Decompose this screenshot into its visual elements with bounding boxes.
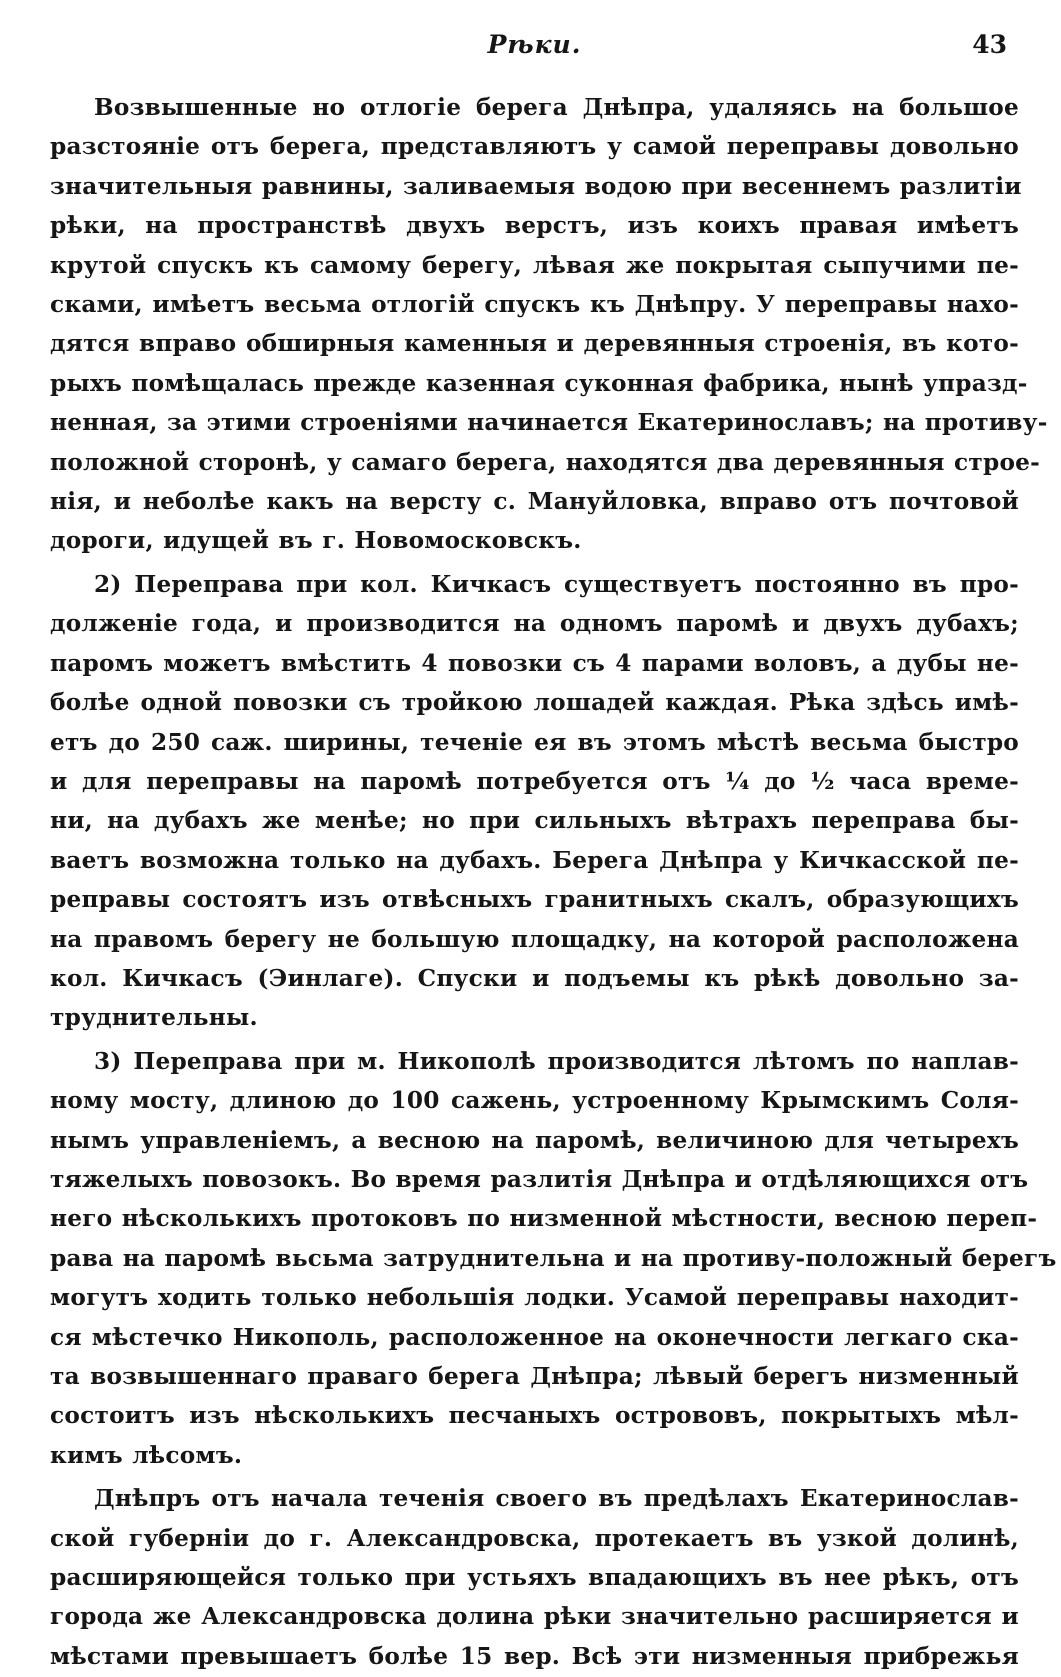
text-line: кимъ лѣсомъ. <box>50 1441 243 1469</box>
text-line: труднительны. <box>50 1004 258 1032</box>
text-line: тяжелыхъ повозокъ. Во время разлитія Днѣпра и отдѣляющихся отъ <box>50 1165 1029 1193</box>
text-line: дороги, идущей въ г. Новомосковскъ. <box>50 527 582 555</box>
text-line: рѣки, на пространствѣ двухъ верстъ, изъ коихъ правая имѣетъ <box>50 212 1019 240</box>
paragraph-1 <box>50 88 1048 561</box>
body-text <box>50 88 1057 1676</box>
text-line: разстояніе отъ берега, представляютъ у самой переправы довольно <box>50 133 1019 161</box>
text-line: 2) Переправа при кол. Кичкасъ существуетъ постоянно въ про- <box>94 570 1019 598</box>
text-line: ской губерніи до г. Александровска, протекаетъ въ узкой долинѣ, <box>50 1524 1019 1552</box>
text-line: ному мосту, длиною до 100 сажень, устроенному Крымскимъ Соля- <box>50 1087 1019 1115</box>
running-head: Рѣки. <box>487 30 582 59</box>
text-line: ни, на дубахъ же менѣе; но при сильныхъ вѣтрахъ переправа бы- <box>50 807 1019 835</box>
text-line: ваетъ возможна только на дубахъ. Берега Днѣпра у Кичкасской пе- <box>50 846 1019 874</box>
text-line: расширяющейся только при устьяхъ впадающихъ въ нее рѣкъ, отъ <box>50 1564 1019 1592</box>
text-line: значительныя равнины, заливаемыя водою при весеннемъ разлитіи <box>50 172 1022 200</box>
text-line: и для переправы на паромѣ потребуется отъ ¼ до ½ часа време- <box>50 767 1019 795</box>
text-line: болѣе одной повозки съ тройкою лошадей каждая. Рѣка здѣсь имѣ- <box>50 689 1019 717</box>
text-line: крутой спускъ къ самому берегу, лѣвая же покрытая сыпучими пе- <box>50 251 1019 279</box>
text-line: долженіе года, и производится на одномъ паромѣ и двухъ дубахъ; <box>50 610 1019 638</box>
text-line: Возвышенные но отлогіе берега Днѣпра, удаляясь на большое <box>94 94 1019 121</box>
text-line: положной сторонѣ, у самаго берега, находятся два деревянныя строе- <box>50 448 1041 476</box>
paragraph-2 <box>50 565 1019 1038</box>
text-line: рыхъ помѣщалась прежде казенная суконная фабрика, нынѣ упразд- <box>50 369 1028 397</box>
text-line: состоитъ изъ нѣсколькихъ песчаныхъ острововъ, покрытыхъ мѣл- <box>50 1402 1019 1430</box>
text-line: города же Александровска долина рѣки значительно расширяется и <box>50 1603 1019 1631</box>
text-line: нія, и неболѣе какъ на версту с. Мануйловка, вправо отъ почтовой <box>50 488 1019 516</box>
text-line: кол. Кичкасъ (Эинлаге). Спуски и подъемы къ рѣкѣ довольно за- <box>50 964 1019 992</box>
text-line: него нѣсколькихъ протоковъ по низменной мѣстности, весною переп- <box>50 1205 1038 1233</box>
paragraph-4 <box>50 1479 1019 1676</box>
text-line: сками, имѣетъ весьма отлогій спускъ къ Днѣпру. У переправы нахо- <box>50 291 1019 319</box>
text-line: могутъ ходить только небольшія лодки. Усамой переправы находит- <box>50 1284 1019 1312</box>
text-line: на правомъ берегу не большую площадку, на которой расположена <box>50 925 1019 953</box>
paragraph-3 <box>50 1042 1057 1475</box>
text-line: ненная, за этими строеніями начинается Екатеринославъ; на противу- <box>50 409 1048 437</box>
text-line: дятся вправо обширныя каменныя и деревянныя строенія, въ кото- <box>50 330 1019 358</box>
text-line: ся мѣстечко Никополь, расположенное на оконечности легкаго ска- <box>50 1323 1019 1351</box>
page-header <box>50 28 1019 88</box>
text-line: мѣстами превышаетъ болѣе 15 вер. Всѣ эти низменныя прибрежья <box>50 1642 1019 1670</box>
text-line: реправы состоятъ изъ отвѣсныхъ гранитныхъ скалъ, образующихъ <box>50 886 1019 914</box>
text-line: рава на паромѣ вьсьма затруднительна и на противу-положный берегъ <box>50 1244 1057 1272</box>
text-line: етъ до 250 саж. ширины, теченіе ея въ этомъ мѣстѣ весьма быстро <box>50 728 1019 756</box>
page-number: 43 <box>972 30 1007 59</box>
text-line: та возвышеннаго праваго берега Днѣпра; лѣвый берегъ низменный <box>50 1363 1019 1390</box>
text-line: паромъ можетъ вмѣстить 4 повозки съ 4 парами воловъ, а дубы не- <box>50 649 1019 677</box>
text-line: нымъ управленіемъ, а весною на паромѣ, величиною для четырехъ <box>50 1126 1019 1154</box>
text-line: 3) Переправа при м. Никополѣ производится лѣтомъ по наплав- <box>94 1047 1019 1075</box>
text-line: Днѣпръ отъ начала теченія своего въ предѣлахъ Екатеринослав- <box>94 1485 1019 1513</box>
